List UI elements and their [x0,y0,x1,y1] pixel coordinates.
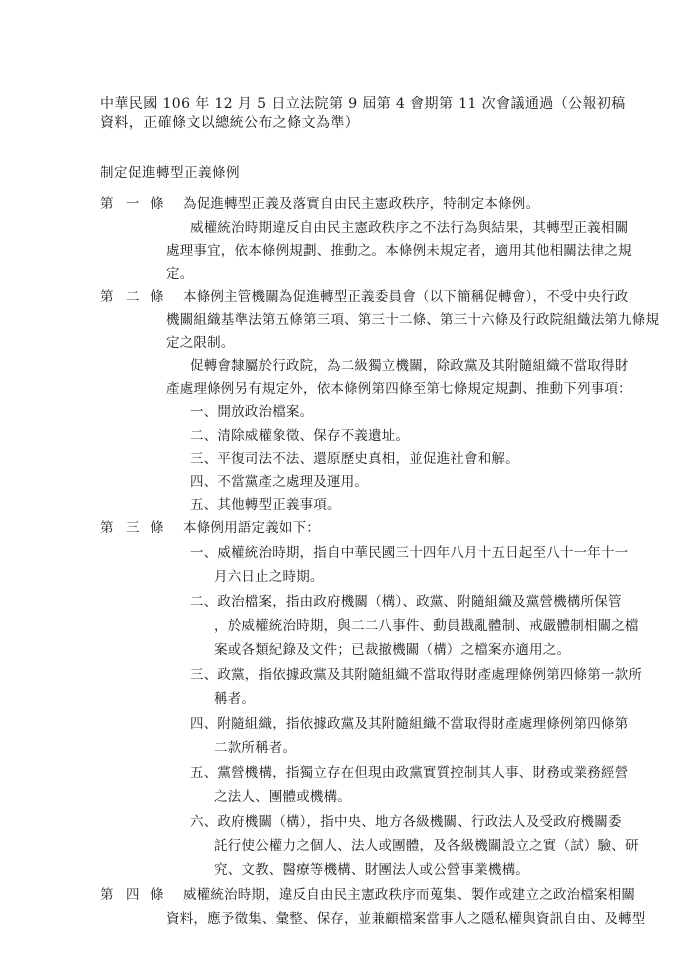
article-1-line-4: 定。 [166,266,194,282]
article-3-item-2: 二、政治檔案，指由政府機關（構）、政黨、附隨組織及黨營機構所保管 [190,594,622,610]
article-label-char: 二 [126,289,140,305]
article-3-item-1: 一、威權統治時期，指自中華民國三十四年八月十五日起至八十一年十一 [190,545,629,561]
article-4-label [100,886,170,904]
article-2-line-5: 產處理條例另有規定外，依本條例第四條至第七條規定規劃、推動下列事項： [166,381,632,397]
article-3-item-6: 六、政府機關（構），指中央、地方各級機關、行政法人及受政府機關委 [190,814,622,830]
article-3-item-3: 三、政黨，指依據政黨及其附隨組織不當取得財產處理條例第四條第一款所 [190,667,643,683]
article-2-item-1: 一、開放政治檔案。 [190,404,314,420]
article-label-char: 四 [126,887,140,903]
article-1-line-2: 威權統治時期違反自由民主憲政秩序之不法行為與結果，其轉型正義相關 [190,220,629,236]
article-3-item-1-cont: 月六日止之時期。 [214,569,324,585]
article-2-item-4: 四、不當黨產之處理及運用。 [190,474,369,490]
article-label-char: 條 [150,887,164,903]
article-3-label [100,519,170,537]
article-3-line-1: 本條例用語定義如下： [183,520,320,536]
article-3-item-4: 四、附隨組織，指依據政黨及其附隨組織不當取得財產處理條例第四條第 [190,716,629,732]
article-4-line-1: 威權統治時期，違反自由民主憲政秩序而蒐集、製作或建立之政治檔案相關 [183,887,636,903]
document-title: 制定促進轉型正義條例 [100,165,240,181]
article-label-char: 第 [100,520,114,536]
article-1-line-1: 為促進轉型正義及落實自由民主憲政秩序，特制定本條例。 [183,196,540,212]
article-3-item-2-cont-1: ，於威權統治時期，與二二八事件、動員戡亂體制、戒嚴體制相關之檔 [214,618,639,634]
article-3-item-6-cont-1: 託行使公權力之個人、法人或團體，及各級機關設立之實（試）驗、研 [214,838,639,854]
article-label-char: 第 [100,289,114,305]
article-2-line-3: 定之限制。 [166,335,235,351]
article-2-line-1: 本條例主管機關為促進轉型正義委員會（以下簡稱促轉會），不受中央行政 [183,289,629,305]
article-label-char: 一 [126,196,140,212]
article-label-char: 條 [150,196,164,212]
header-line-2: 資料，正確條文以總統公布之條文為準） [100,115,360,131]
article-label-char: 第 [100,887,114,903]
article-2-item-3: 三、平復司法不法、還原歷史真相，並促進社會和解。 [190,451,519,467]
article-2-item-2: 二、清除威權象徵、保存不義遺址。 [190,428,410,444]
article-3-item-4-cont: 二款所稱者。 [214,740,297,756]
article-1-line-3: 處理事宜，依本條例規劃、推動之。本條例未規定者，適用其他相關法律之規 [166,243,632,259]
article-2-item-5: 五、其他轉型正義事項。 [190,497,341,513]
article-3-item-5-cont: 之法人、團體或機構。 [214,789,351,805]
header-line-1: 中華民國 106 年 12 月 5 日立法院第 9 屆第 4 會期第 11 次會議通過（公報初稿 [100,96,626,112]
article-label-char: 三 [126,520,140,536]
article-3-item-6-cont-2: 究、文教、醫療等機構、財團法人或公營事業機構。 [214,862,530,878]
article-2-line-4: 促轉會隸屬於行政院，為二級獨立機關，除政黨及其附隨組織不當取得財 [190,358,629,374]
article-label-char: 條 [150,520,164,536]
article-2-line-2: 機關組織基準法第五條第三項、第三十二條、第三十六條及行政院組織法第九條規 [166,312,660,328]
article-3-item-5: 五、黨營機構，指獨立存在但現由政黨實質控制其人事、財務或業務經營 [190,765,629,781]
article-3-item-2-cont-2: 案或各類紀錄及文件；已裁撤機關（構）之檔案亦適用之。 [214,642,571,658]
article-2-label [100,288,170,306]
article-3-item-3-cont: 稱者。 [214,691,256,707]
article-label-char: 第 [100,196,114,212]
article-4-line-2: 資料，應予徵集、彙整、保存，並兼顧檔案當事人之隱私權與資訊自由、及轉型 [166,911,646,927]
article-1-label [100,195,170,213]
article-label-char: 條 [150,289,164,305]
